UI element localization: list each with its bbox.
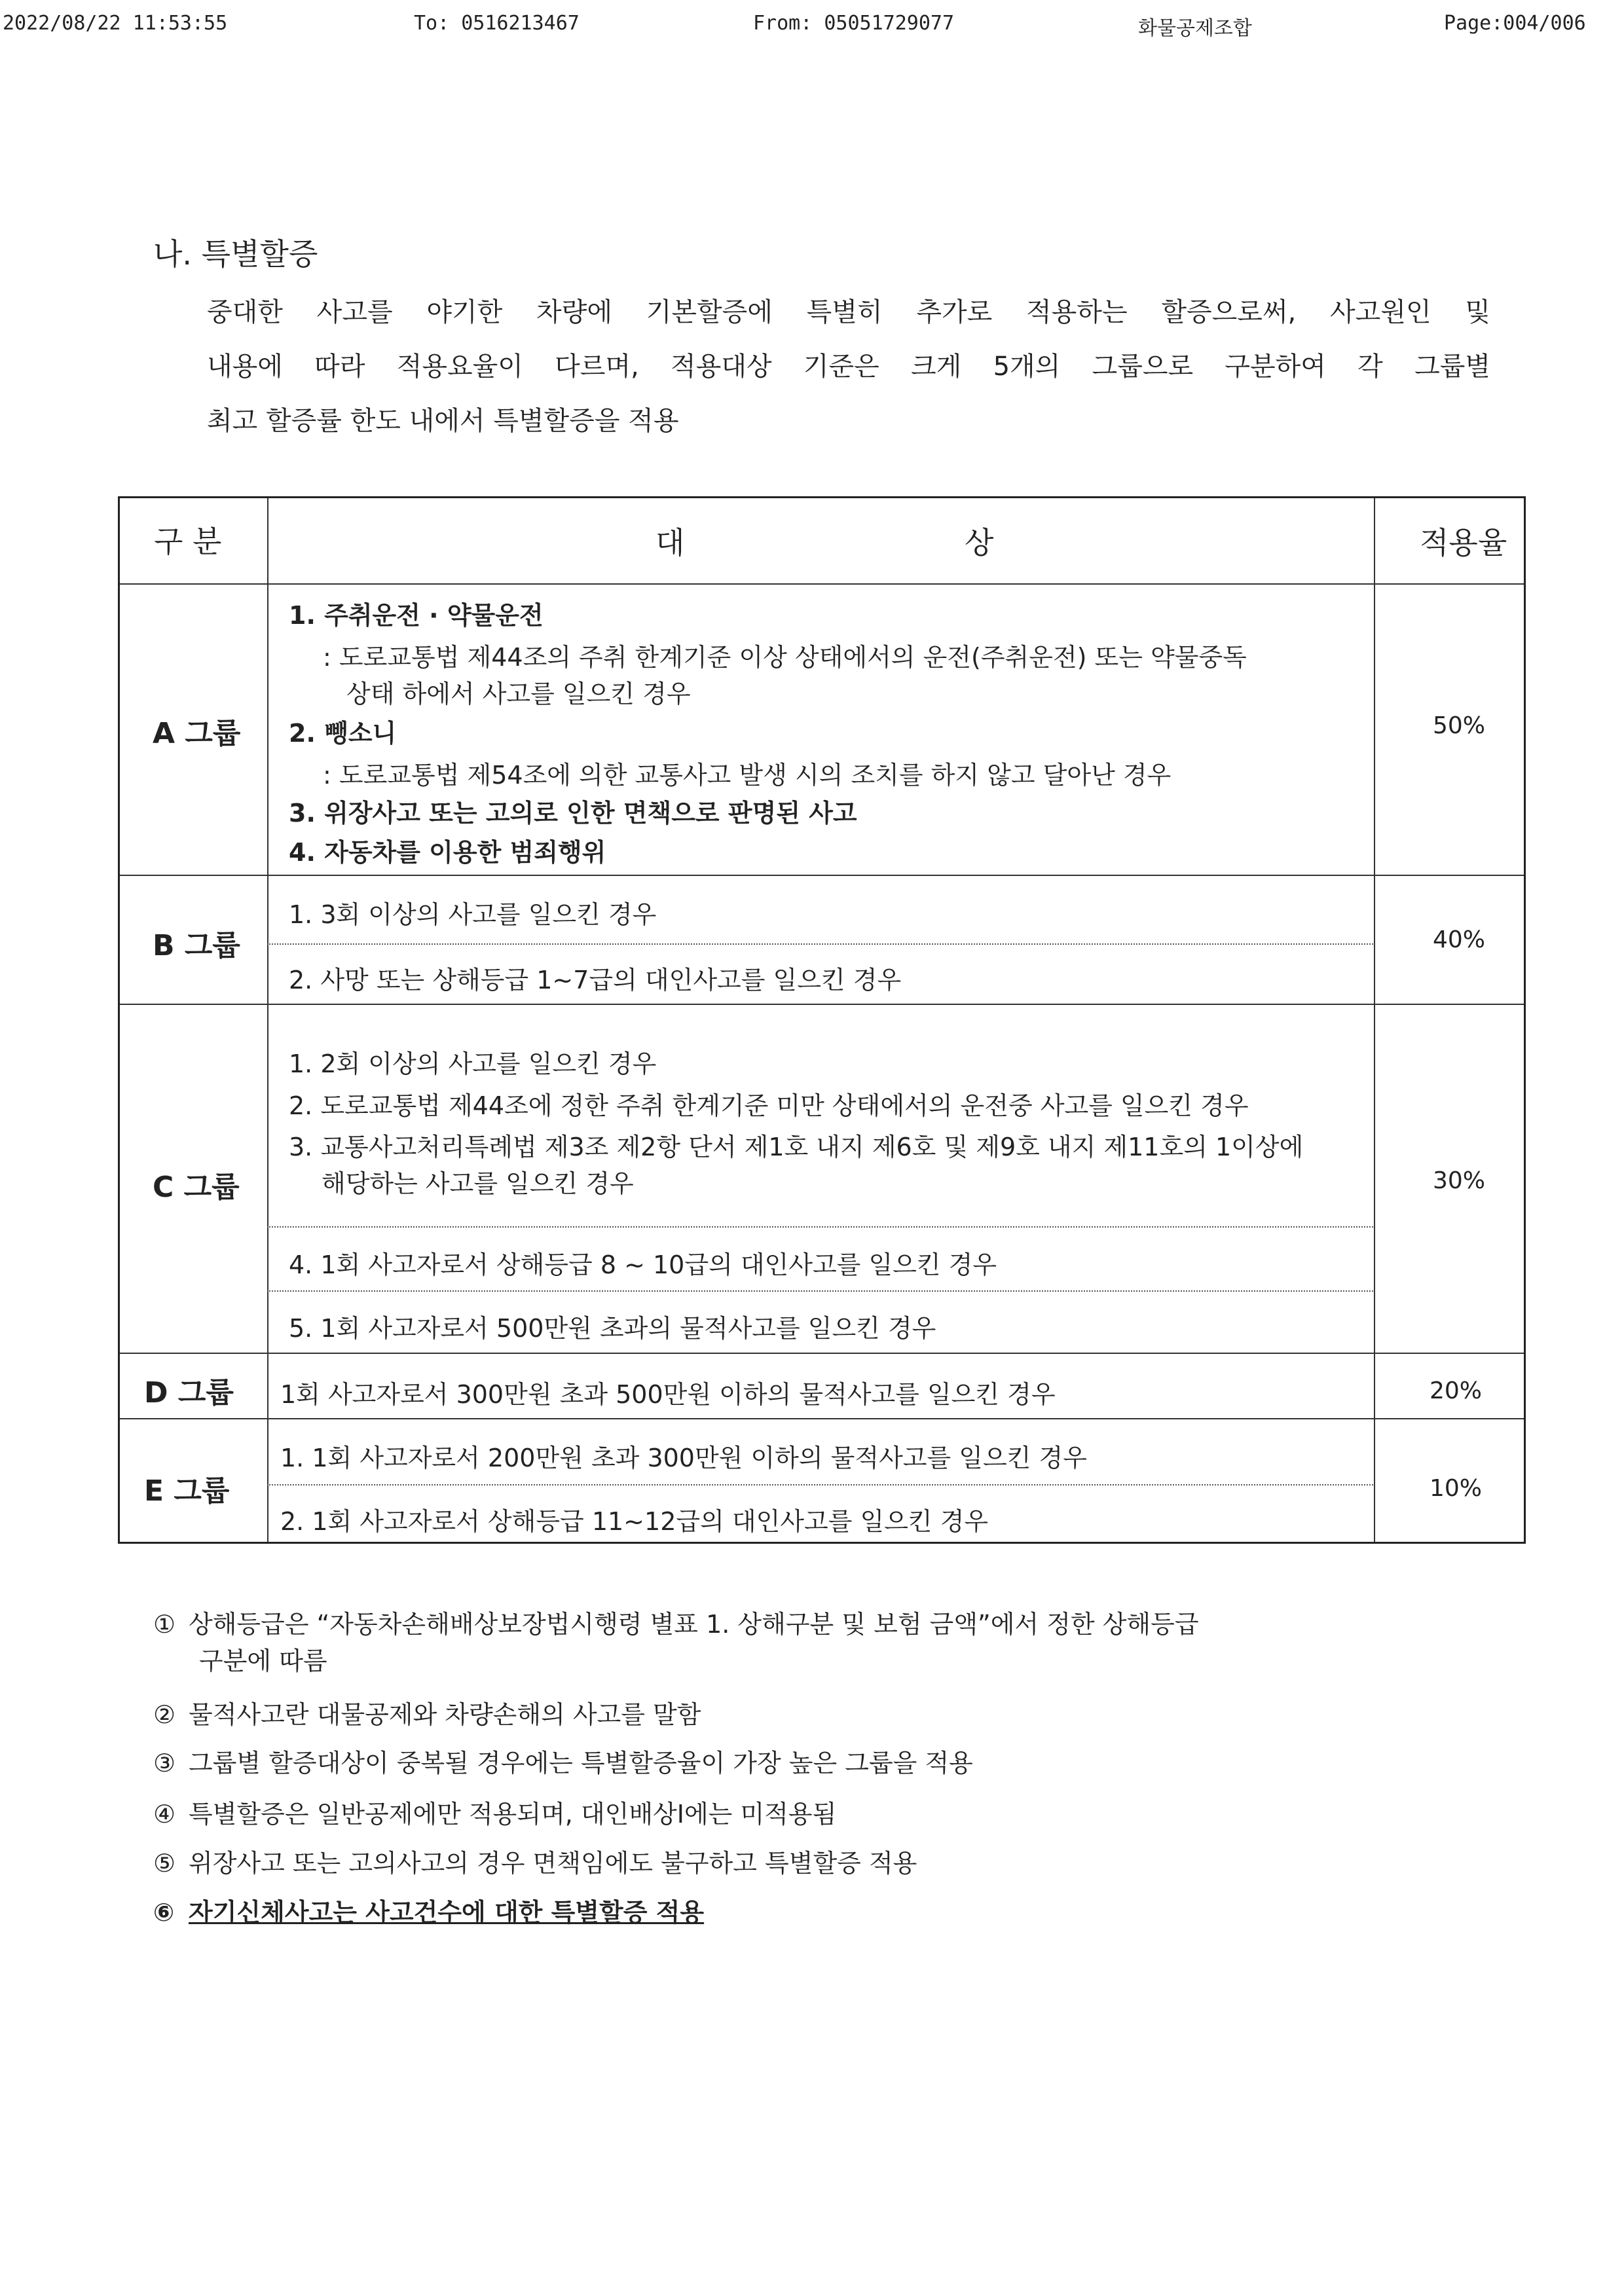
footnote [153,1604,1199,1640]
group-e-label: E 그룹 [144,1474,230,1508]
intro-line: 내용에 따라 적용요율이 다르며, 적용대상 기준은 크게 5개의 그룹으로 구분하여 각 그룹별 [207,352,1490,382]
table-divider [120,1418,1524,1419]
group-a-item: 3. 위장사고 또는 고의로 인한 면책으로 판명된 사고 [289,799,857,828]
footnote-marker: ② [153,1700,176,1729]
fax-to: To: 0516213467 [414,12,580,35]
footnote-text: 특별할증은 일반공제에만 적용되며, 대인배상Ⅰ에는 미적용됨 [189,1800,837,1829]
group-b-item: 2. 사망 또는 상해등급 1~7급의 대인사고를 일으킨 경우 [289,966,902,994]
footnote-text: 위장사고 또는 고의사고의 경우 면책임에도 불구하고 특별할증 적용 [189,1849,917,1878]
fax-from: From: 05051729077 [753,12,955,35]
table-divider [120,1353,1524,1354]
footnote-text: 상해등급은 “자동차손해배상보장법시행령 별표 1. 상해구분 및 보험 금액”에서 정한 상해등급 [189,1610,1199,1639]
table-divider [120,1004,1524,1005]
footnote-emphasis [153,1892,704,1928]
table-row-divider [267,1290,1373,1292]
section-title: 나. 특별할증 [153,236,318,272]
group-d-rate: 20% [1430,1377,1483,1404]
fax-header [0,9,1624,42]
fax-page: Page:004/006 [1444,12,1586,35]
group-c-rate: 30% [1433,1167,1486,1194]
footnote-text: 자기신체사고는 사고건수에 대한 특별할증 적용 [189,1898,705,1927]
group-d-label: D 그룹 [144,1376,234,1410]
table-row-divider [267,1484,1373,1485]
footnote [153,1694,701,1730]
surcharge-table [118,496,1526,1544]
group-c-item: 1. 2회 이상의 사고를 일으킨 경우 [289,1049,657,1078]
table-divider [267,498,268,1542]
intro-line: 최고 할증률 한도 내에서 특별할증을 적용 [207,406,679,436]
group-a-rate: 50% [1433,712,1486,739]
group-e-item: 1. 1회 사고자로서 200만원 초과 300만원 이하의 물적사고를 일으킨 경우 [280,1444,1087,1472]
group-d-item: 1회 사고자로서 300만원 초과 500만원 이하의 물적사고를 일으킨 경우 [280,1380,1056,1409]
header-target: 대 [655,525,685,560]
table-divider [120,875,1524,876]
intro-line: 중대한 사고를 야기한 차량에 기본할증에 특별히 추가로 적용하는 할증으로써, 사고원인 및 [207,297,1490,327]
group-c-item: 2. 도로교통법 제44조에 정한 주취 한계기준 미만 상태에서의 운전중 사고를 일으킨 경우 [289,1091,1249,1120]
fax-org: 화물공제조합 [1138,17,1252,40]
group-c-detail: 해당하는 사고를 일으킨 경우 [322,1169,634,1198]
group-a-item: 2. 뺑소니 [289,719,397,748]
group-a-item: 4. 자동차를 이용한 범죄행위 [289,838,606,867]
footnote-text: 그룹별 할증대상이 중복될 경우에는 특별할증율이 가장 높은 그룹을 적용 [189,1749,973,1777]
group-c-item: 5. 1회 사고자로서 500만원 초과의 물적사고를 일으킨 경우 [289,1314,936,1343]
header-rate: 적용율 [1420,525,1507,560]
group-b-label: B 그룹 [153,929,240,962]
group-e-rate: 10% [1430,1475,1483,1502]
footnote [153,1843,917,1879]
footnote-text: 물적사고란 대물공제와 차량손해의 사고를 말함 [189,1700,701,1729]
header-group: 구 분 [154,524,222,559]
section-intro [207,285,1490,448]
footnote-marker: ③ [153,1749,176,1777]
group-e-item: 2. 1회 사고자로서 상해등급 11~12급의 대인사고를 일으킨 경우 [280,1507,989,1536]
group-b-rate: 40% [1433,926,1486,953]
table-row-divider [267,1226,1373,1228]
group-c-label: C 그룹 [153,1171,240,1204]
fax-datetime: 2022/08/22 11:53:55 [3,12,228,35]
footnote-marker: ④ [153,1800,176,1829]
group-b-item: 1. 3회 이상의 사고를 일으킨 경우 [289,900,657,929]
footnote [199,1641,327,1677]
group-a-label: A 그룹 [153,717,241,750]
footnote-text: 구분에 따름 [199,1647,327,1675]
table-divider [1374,498,1375,1542]
footnote-marker: ⑥ [153,1898,175,1927]
table-row-divider [267,943,1373,945]
footnote-marker: ⑤ [153,1849,176,1878]
group-a-detail: 상태 하에서 사고를 일으킨 경우 [346,680,691,708]
group-c-item: 4. 1회 사고자로서 상해등급 8 ~ 10급의 대인사고를 일으킨 경우 [289,1250,997,1279]
table-divider [120,583,1524,585]
group-a-detail: : 도로교통법 제44조의 주취 한계기준 이상 상태에서의 운전(주취운전) 또는 약물중독 [323,643,1247,672]
group-c-item: 3. 교통사고처리특례법 제3조 제2항 단서 제1호 내지 제6호 및 제9호 내지 제11호의 1이상에 [289,1133,1304,1161]
group-a-item: 1. 주취운전 · 약물운전 [289,601,544,630]
group-a-detail: : 도로교통법 제54조에 의한 교통사고 발생 시의 조치를 하지 않고 달아난 경우 [323,761,1172,790]
footnote [153,1743,973,1779]
footnote-marker: ① [153,1610,176,1639]
header-target: 상 [965,525,994,560]
footnote [153,1794,836,1830]
